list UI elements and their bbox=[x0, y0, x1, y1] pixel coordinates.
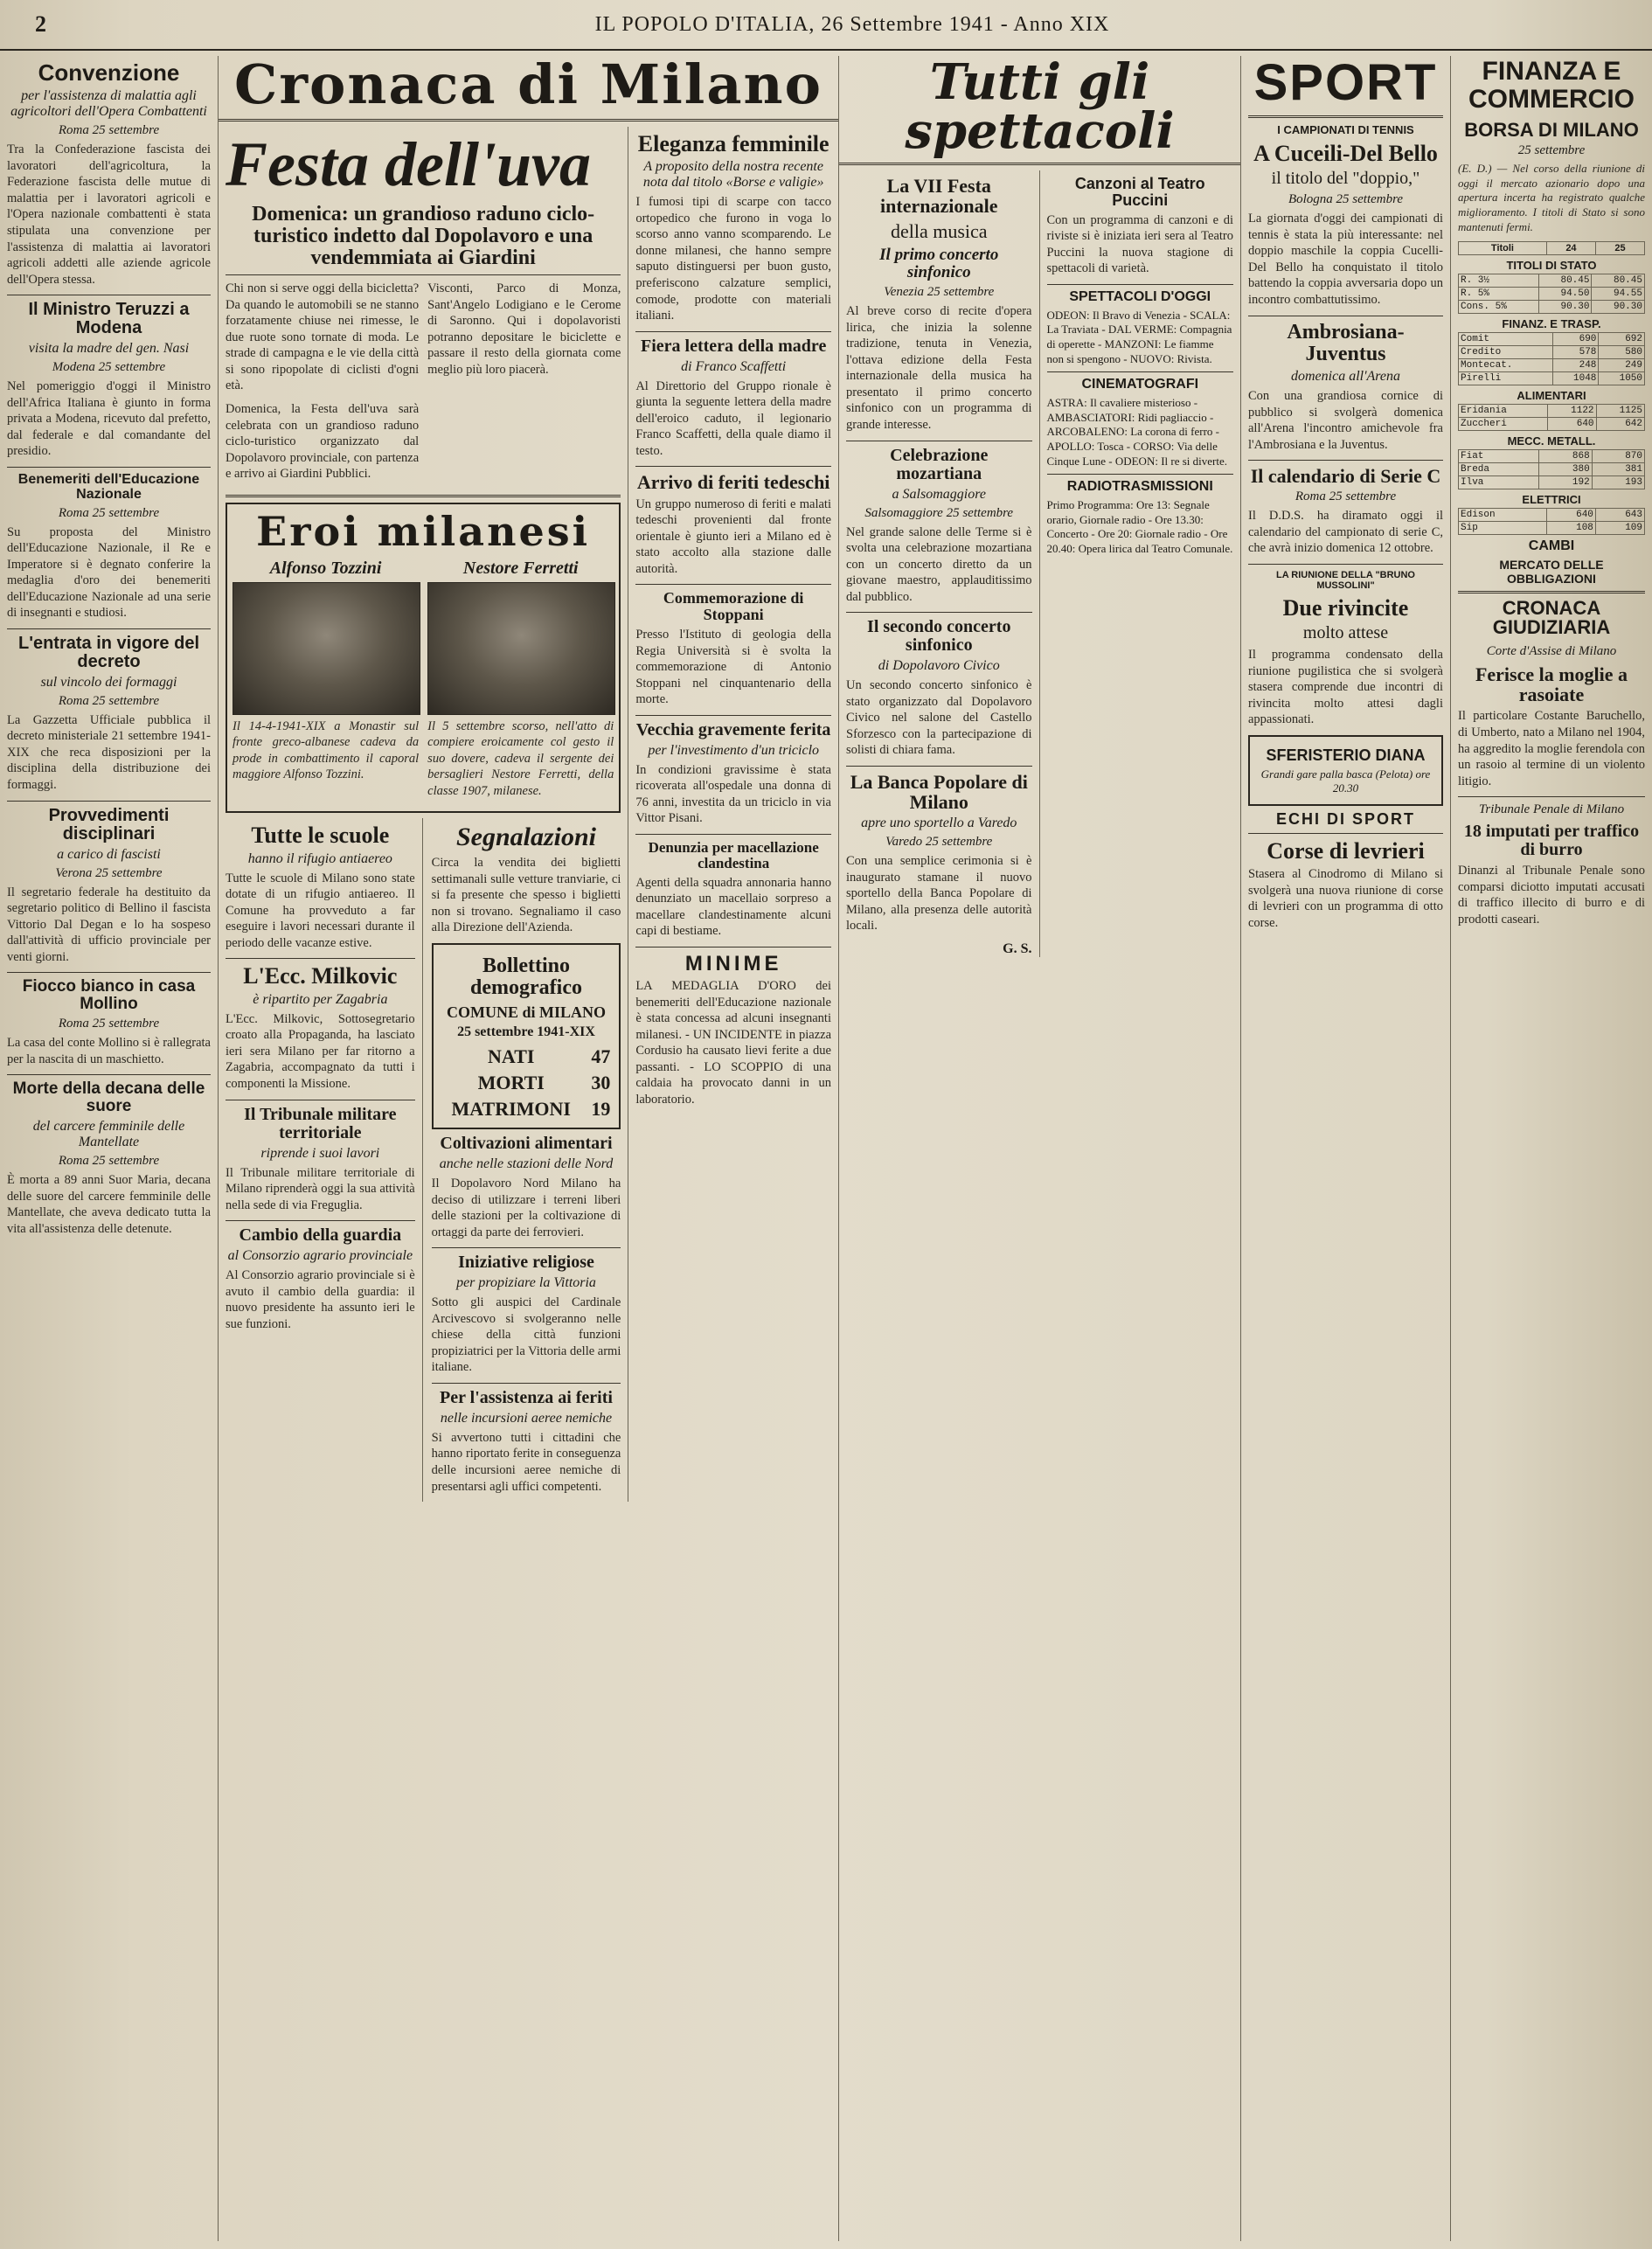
table-row bbox=[1459, 333, 1645, 346]
quotes-table bbox=[1458, 332, 1645, 385]
divider bbox=[226, 274, 621, 275]
borsa-headline: BORSA DI MILANO bbox=[1464, 119, 1639, 141]
divider bbox=[1047, 284, 1234, 285]
feature-headline: Festa dell'uva bbox=[226, 129, 591, 199]
divider bbox=[635, 466, 831, 467]
echi-headline: ECHI DI SPORT bbox=[1275, 809, 1415, 828]
quote-value: 643 bbox=[1595, 509, 1644, 522]
table-row bbox=[1459, 372, 1645, 385]
security-name: R. 3½ bbox=[1459, 274, 1539, 288]
divider bbox=[7, 972, 211, 973]
divider bbox=[846, 766, 1032, 767]
dateline: Roma 25 settembre bbox=[58, 693, 160, 708]
article-headline: A Cuceili-Del Bello bbox=[1253, 141, 1438, 166]
article-body: Dinanzi al Tribunale Penale sono comparsi diciotto imputati accusati di traffico illecito di burro e di prodotti caseari. bbox=[1458, 864, 1645, 927]
quote-value: 90.30 bbox=[1539, 301, 1592, 314]
masthead bbox=[0, 0, 1652, 51]
quote-value: 1050 bbox=[1599, 372, 1645, 385]
table-row bbox=[1459, 476, 1645, 489]
table-row bbox=[1459, 522, 1645, 535]
table-row bbox=[1459, 418, 1645, 431]
divider bbox=[226, 495, 621, 497]
quotes-section-title: ALIMENTARI bbox=[1517, 389, 1586, 403]
article-body: L'Ecc. Milkovic, Sottosegretario croato alla Propaganda, ha lasciato ieri sera Milano per far ritorno a Zagabria, accompagnato da tutti i componenti la Missione. bbox=[226, 1011, 415, 1091]
quote-value: 192 bbox=[1539, 476, 1592, 489]
article-body: Visconti, Parco di Monza, Sant'Angelo Lodigiano e le Cerome di Saronno. Qui i dopolavoristi potranno depositare le biciclette e passare il resto della giornata come meglio più loro piacerà. bbox=[427, 281, 621, 377]
article-body: Tra la Confederazione fascista dei lavoratori dell'agricoltura, la Federazione fascista delle mutue di malattia per i lavoratori agricoli e l'Opera nazionale combattenti è stata stipulata una convenzione per l'assistenza di malattia ai lavoratori agricoli addetti alle aziende agricole dell'Opera stessa. bbox=[7, 142, 211, 287]
article-body: Il Dopolavoro Nord Milano ha deciso di utilizzare i terreni liberi delle stazioni per la coltivazione di ortaggi da parte dei ferrovieri. bbox=[431, 1176, 621, 1239]
quotes-section-title: FINANZ. E TRASP. bbox=[1502, 317, 1601, 331]
article-headline: Ferisce la moglie a rasoiate bbox=[1475, 663, 1628, 706]
article-headline: Fiocco bianco in casa Mollino bbox=[22, 977, 196, 1014]
row-value: 19 bbox=[591, 1097, 611, 1120]
quote-value: 108 bbox=[1546, 522, 1595, 535]
eroi-milanesi-box bbox=[226, 503, 621, 814]
article-body: La Gazzetta Ufficiale pubblica il decreto ministeriale 21 settembre 1941-XIX che reca disposizioni per la disciplina della distribuzione dei formaggi. bbox=[7, 712, 211, 793]
quote-value: 1048 bbox=[1552, 372, 1599, 385]
article-headline: L'Ecc. Milkovic bbox=[243, 963, 398, 989]
article-headline: Convenzione bbox=[38, 59, 180, 86]
column-header: 24 bbox=[1546, 242, 1595, 255]
article-headline: Morte della decana delle suore bbox=[12, 1079, 205, 1116]
ad-deck: Grandi gare palla basca (Pelota) ore 20.30 bbox=[1260, 767, 1431, 795]
article-body: Stasera al Cinodromo di Milano si svolgerà una nuova riunione di corse di levrieri con un programma di otto corse. bbox=[1248, 866, 1443, 930]
bollettino-box bbox=[432, 943, 621, 1129]
article-deck: visita la madre del gen. Nasi bbox=[28, 341, 190, 357]
article-body: Sotto gli auspici del Cardinale Arcivescovo si svolgeranno nelle chiese della città funzioni propiziatrici per la Vittoria delle armi italiane. bbox=[431, 1295, 621, 1375]
dateline: Venezia 25 settembre bbox=[884, 285, 995, 300]
divider bbox=[7, 801, 211, 802]
divider bbox=[846, 612, 1032, 613]
sport-section bbox=[1241, 56, 1451, 2241]
table-row bbox=[439, 1096, 614, 1122]
article-body: Nel grande salone delle Terme si è svolta una celebrazione mozartiana con un concerto diretto da un giovane maestro, applauditissimo dal pubblico. bbox=[846, 524, 1032, 604]
dateline: Roma 25 settembre bbox=[58, 505, 160, 520]
row-value: 47 bbox=[591, 1045, 611, 1067]
section-banner: FINANZA E COMMERCIO bbox=[1468, 57, 1635, 114]
divider bbox=[7, 1074, 211, 1075]
box-headline: Bollettino demografico bbox=[470, 954, 582, 999]
column-header: 25 bbox=[1595, 242, 1644, 255]
quote-value: 690 bbox=[1552, 333, 1599, 346]
hero-body: Il 14-4-1941-XIX a Monastir sul fronte greco-albanese cadeva da prode in combattimento il caporal maggiore Alfonso Tozzini. bbox=[233, 718, 420, 782]
article-body: Agenti della squadra annonaria hanno denunziato un macellaio sorpreso a macellare clandestinamente alcuni capi di bestiame. bbox=[635, 875, 831, 939]
security-name: Montecat. bbox=[1459, 359, 1553, 372]
article-headline: MINIME bbox=[684, 951, 782, 975]
dateline: Roma 25 settembre bbox=[58, 1017, 160, 1031]
article-headline: Celebrazione mozartiana bbox=[890, 445, 989, 483]
article-headline: Provvedimenti disciplinari bbox=[48, 805, 170, 843]
row-label: NATI bbox=[488, 1045, 535, 1067]
quote-value: 380 bbox=[1539, 463, 1592, 476]
article-body: Il Tribunale militare territoriale di Milano riprenderà oggi la sua attività nella sede di via Freguglia. bbox=[226, 1165, 415, 1212]
dateline: Verona 25 settembre bbox=[55, 865, 163, 880]
quote-value: 193 bbox=[1592, 476, 1644, 489]
quote-value: 578 bbox=[1552, 346, 1599, 359]
quotes-table bbox=[1458, 404, 1645, 431]
spettacoli-section bbox=[839, 56, 1241, 2241]
article-body: Chi non si serve oggi della bicicletta? Da quando le automobili se ne stanno forzatamente chiuse nei rimesse, le due ruote sono tornate di moda. Le strade di campagna e le vie della città si sono ripopolate di ciclisti d'ogni età. bbox=[226, 281, 420, 393]
row-value: 30 bbox=[591, 1071, 611, 1093]
spettacoli-left bbox=[839, 170, 1040, 957]
security-name: Cons. 5% bbox=[1459, 301, 1539, 314]
column-left bbox=[0, 56, 219, 2241]
security-name: R. 5% bbox=[1459, 288, 1539, 301]
article-headline: Commemorazione di Stoppani bbox=[663, 589, 804, 624]
article-deck: è ripartito per Zagabria bbox=[253, 991, 388, 1007]
article-deck: al Consorzio agrario provinciale bbox=[227, 1248, 413, 1264]
security-name: Ilva bbox=[1459, 476, 1539, 489]
article-deck: riprende i suoi lavori bbox=[260, 1145, 380, 1161]
quote-value: 870 bbox=[1592, 450, 1644, 463]
article-headline: L'entrata in vigore del decreto bbox=[17, 633, 200, 671]
article-headline: Fiera lettera della madre bbox=[641, 336, 827, 356]
divider bbox=[635, 715, 831, 716]
running-head: IL POPOLO D'ITALIA, 26 Settembre 1941 - Anno XIX bbox=[594, 12, 1110, 36]
dateline: Roma 25 settembre bbox=[1295, 489, 1397, 504]
article-deck: molto attese bbox=[1302, 623, 1389, 643]
hero-name: Nestore Ferretti bbox=[462, 558, 579, 578]
article-body: È morta a 89 anni Suor Maria, decana delle suore del carcere femminile delle Mantellate, che aveva dedicato tutta la vita all'assistenza delle detenute. bbox=[7, 1173, 211, 1236]
quote-value: 94.50 bbox=[1539, 288, 1592, 301]
article-deck: per propiziare la Vittoria bbox=[456, 1275, 596, 1291]
article-deck: anche nelle stazioni delle Nord bbox=[439, 1156, 614, 1171]
article-headline: Il calendario di Serie C bbox=[1250, 465, 1441, 488]
article-deck: A proposito della nostra recente nota dal titolo «Borse e valigie» bbox=[642, 159, 824, 191]
divider bbox=[226, 1220, 415, 1221]
quote-value: 249 bbox=[1599, 359, 1645, 372]
article-kicker: I CAMPIONATI DI TENNIS bbox=[1277, 123, 1414, 136]
table-row bbox=[1459, 450, 1645, 463]
security-name: Fiat bbox=[1459, 450, 1539, 463]
security-name: Pirelli bbox=[1459, 372, 1553, 385]
demographic-table bbox=[439, 1044, 614, 1122]
article-body: Nel pomeriggio d'oggi il Ministro dell'Africa Italiana è giunto in forma privata a Modena, ricevuto dal prefetto, dal federale e dal comandante del presidio. bbox=[7, 379, 211, 459]
row-label: MORTI bbox=[477, 1071, 545, 1093]
divider bbox=[1047, 474, 1234, 475]
dateline: Roma 25 settembre bbox=[58, 123, 160, 138]
divider bbox=[1248, 564, 1443, 565]
quote-value: 692 bbox=[1599, 333, 1645, 346]
article-body: Il particolare Costante Baruchello, di Umberto, nato a Milano nel 1904, ha aggredito la moglie ferendola con un rasoio al termine di un violento litigio. bbox=[1458, 709, 1645, 788]
article-headline: La VII Festa internazionale bbox=[880, 175, 998, 218]
quote-value: 80.45 bbox=[1539, 274, 1592, 288]
divider bbox=[839, 163, 1240, 165]
section-banner: CRONACA GIUDIZIARIA bbox=[1492, 597, 1611, 639]
article-headline: Canzoni al Teatro Puccini bbox=[1074, 175, 1205, 209]
table-row bbox=[1459, 288, 1645, 301]
quote-value: 80.45 bbox=[1592, 274, 1645, 288]
article-body: Il programma condensato della riunione pugilistica che si svolgerà stasera comprende due incontri di rivincita molto attesi dagli appassionati. bbox=[1248, 648, 1443, 727]
divider bbox=[1458, 796, 1645, 797]
article-deck: a carico di fascisti bbox=[57, 846, 161, 862]
article-headline: Eleganza femminile bbox=[637, 131, 829, 156]
divider bbox=[1047, 371, 1234, 372]
dateline: Salsomaggiore 25 settembre bbox=[864, 505, 1014, 520]
article-body: Al Consorzio agrario provinciale si è avuto il cambio della guardia: il nuovo presidente ha assunto ieri le sue funzioni. bbox=[226, 1268, 415, 1331]
spettacoli-right bbox=[1040, 170, 1241, 957]
market-intro: (E. D.) — Nel corso della riunione di oggi il mercato azionario dopo una apertura incerta ha registrato qualche miglioramento. I titoli di Stato si sono mantenuti fermi. bbox=[1458, 162, 1645, 233]
security-name: Eridania bbox=[1459, 405, 1548, 418]
table-row bbox=[1459, 346, 1645, 359]
article-headline: Segnalazioni bbox=[455, 823, 597, 852]
article-kicker: LA RIUNIONE DELLA "BRUNO MUSSOLINI" bbox=[1275, 569, 1415, 591]
box-subhead: COMUNE di MILANO bbox=[447, 1003, 607, 1022]
article-body: LA MEDAGLIA D'ORO dei benemeriti dell'Educazione nazionale è stata concessa ad alcuni insegnanti milanesi. - UN INCIDENTE in piazza Cordusio ha causato lievi ferite a due passanti. - LO SCOPPIO di una caldaia ha provocato danni in un laboratorio. bbox=[635, 979, 831, 1107]
divider bbox=[432, 1383, 621, 1384]
cronaca-section bbox=[219, 56, 839, 2241]
article-headline: Ambrosiana-Juventus bbox=[1287, 320, 1405, 365]
divider bbox=[7, 467, 211, 468]
quote-value: 1125 bbox=[1596, 405, 1644, 418]
column-header: Titoli bbox=[1459, 242, 1547, 255]
quote-value: 642 bbox=[1596, 418, 1644, 431]
box-date: 25 settembre 1941-XIX bbox=[457, 1024, 595, 1039]
listing-body: ASTRA: Il cavaliere misterioso - AMBASCIATORI: Ridi pagliaccio - ARCOBALENO: La corona di ferro - APOLLO: Tosca - CORSO: Via delle Cinque Lune - ODEON: Il re si diverte. bbox=[1046, 396, 1228, 468]
article-deck: hanno il rifugio antiaereo bbox=[247, 850, 392, 866]
security-name: Zuccheri bbox=[1459, 418, 1548, 431]
article-deck: domenica all'Arena bbox=[1290, 368, 1401, 384]
article-headline: Iniziative religiose bbox=[458, 1253, 594, 1273]
article-body: Domenica, la Festa dell'uva sarà celebrata con un grandioso raduno ciclo-turistico organizzato dal Dopolavoro provinciale, con partenza e arrivo ai Giardini Pubblici. bbox=[226, 401, 420, 482]
article-headline: Cambio della guardia bbox=[239, 1225, 402, 1246]
cambi-headline: CAMBI bbox=[1528, 538, 1575, 554]
article-body: Con una grandiosa cornice di pubblico si svolgerà domenica all'Arena l'incontro amichevole fra l'Ambrosiana e la Juventus. bbox=[1248, 388, 1443, 452]
author-signature: G. S. bbox=[1003, 941, 1032, 956]
listing-body: ODEON: Il Bravo di Venezia - SCALA: La Traviata - DAL VERME: Compagnia di operette - MANZONI: Le fiamme non si spengono - NUOVO: Rivista. bbox=[1046, 308, 1232, 365]
court-label: Tribunale Penale di Milano bbox=[1478, 802, 1625, 817]
article-deck: il titolo del "doppio," bbox=[1271, 169, 1420, 189]
dateline: Roma 25 settembre bbox=[58, 1154, 160, 1169]
article-body: In condizioni gravissime è stata ricoverata all'ospedale una donna di 76 anni, investita da un triciclo in via Vittor Pisani. bbox=[635, 762, 831, 826]
security-name: Comit bbox=[1459, 333, 1553, 346]
divider bbox=[1248, 115, 1443, 118]
cronaca-main bbox=[219, 127, 628, 1502]
box-banner: Eroi milanesi bbox=[256, 507, 591, 555]
cronaca-right bbox=[628, 127, 838, 1502]
quote-value: 640 bbox=[1548, 418, 1596, 431]
quote-value: 248 bbox=[1552, 359, 1599, 372]
security-name: Breda bbox=[1459, 463, 1539, 476]
quotes-section-title: ELETTRICI bbox=[1522, 493, 1581, 507]
article-body: Il D.D.S. ha diramato oggi il calendario del campionato di serie C, che avrà inizio domenica 12 ottobre. bbox=[1248, 509, 1443, 556]
article-body: Al breve corso di recite d'opera lirica, che inizia la solenne tradizione, tenuta in Venezia, l'ottava edizione della Festa internazionale della musica ha presentato il primo concerto sinfonico con un programma di grande interesse. bbox=[846, 304, 1032, 432]
page-number: 2 bbox=[35, 11, 46, 37]
article-body: Si avvertono tutti i cittadini che hanno riportato ferite in conseguenza delle incursioni aeree nemiche di presentarsi agli uffici competenti. bbox=[431, 1430, 621, 1494]
section-banner: Cronaca di Milano bbox=[234, 56, 823, 116]
article-deck: a Salsomaggiore bbox=[892, 486, 986, 502]
article-body: Tutte le scuole di Milano sono state dotate di un rifugio antiaereo. Il Comune ha provveduto a far eseguire i lavori necessari durante il periodo delle vacanze estive. bbox=[226, 871, 415, 950]
article-body: La giornata d'oggi dei campionati di tennis è stata la più interessante: nel doppio maschile la coppia Cucelli-Del Bello ha conquistato il titolo battendo la coppia avversaria dopo un incontro combattutissimo. bbox=[1248, 212, 1443, 308]
article-body: Con un programma di canzoni e di riviste si è iniziata ieri sera al Teatro Puccini la nuova stagione di spettacoli di varietà. bbox=[1046, 212, 1233, 276]
listing-headline: RADIOTRASMISSIONI bbox=[1066, 479, 1213, 495]
quotes-table bbox=[1458, 274, 1645, 314]
divider bbox=[1458, 591, 1645, 593]
table-row bbox=[1459, 463, 1645, 476]
listing-headline: CINEMATOGRAFI bbox=[1081, 377, 1199, 392]
obbligazioni-headline: MERCATO DELLE OBBLIGAZIONI bbox=[1499, 558, 1604, 587]
article-headline: Tutte le scuole bbox=[251, 823, 390, 849]
article-headline: Coltivazioni alimentari bbox=[440, 1133, 613, 1153]
article-headline: Arrivo di feriti tedeschi bbox=[636, 471, 830, 494]
table-row bbox=[1459, 405, 1645, 418]
divider bbox=[226, 958, 415, 959]
quotes-sections bbox=[1458, 259, 1645, 535]
hero-card bbox=[427, 559, 614, 807]
article-body: Circa la vendita dei biglietti settimanali sulle vetture tranviarie, ci si fa presente che spesso i biglietti non si trovano. Segnaliamo il caso alla Direzione dell'Azienda. bbox=[431, 855, 621, 935]
article-deck: apre uno sportello a Varedo bbox=[861, 816, 1017, 831]
row-label: MATRIMONI bbox=[451, 1097, 571, 1120]
divider bbox=[219, 119, 838, 121]
article-headline: Due rivincite bbox=[1282, 594, 1409, 621]
divider bbox=[635, 584, 831, 585]
divider bbox=[1248, 460, 1443, 461]
quote-value: 1122 bbox=[1548, 405, 1596, 418]
hero-portrait-image bbox=[427, 582, 615, 715]
article-body: La casa del conte Mollino si è rallegrata per la nascita di un maschietto. bbox=[7, 1036, 211, 1066]
article-headline: Il Ministro Teruzzi a Modena bbox=[28, 300, 190, 338]
article-headline: La Banca Popolare di Milano bbox=[850, 771, 1028, 814]
article-headline: Denunzia per macellazione clandestina bbox=[648, 838, 819, 871]
quote-value: 381 bbox=[1592, 463, 1644, 476]
article-body: Un gruppo numeroso di feriti e malati tedeschi provenienti dal fronte orientale è giunto ieri a Milano ed è stato accolto alla stazione dalle autorità. bbox=[635, 496, 831, 576]
article-body: I fumosi tipi di scarpe con tacco ortopedico che furono in voga lo scorso anno vanno scomparendo. Le donne milanesi, che hanno sempre saputo distinguersi per buon gusto, preferiscono calzature semplici, comode, prodotte con materiali italiani. bbox=[635, 195, 831, 323]
quote-value: 94.55 bbox=[1592, 288, 1645, 301]
article-headline: Il secondo concerto sinfonico bbox=[867, 617, 1011, 656]
article-deck: di Franco Scaffetti bbox=[681, 358, 787, 374]
security-name: Edison bbox=[1459, 509, 1547, 522]
hero-body: Il 5 settembre scorso, nell'atto di compiere eroicamente col gesto il suo dovere, cadeva il sergente dei bersaglieri Nestore Ferretti, della classe 1907, milanese. bbox=[427, 718, 614, 798]
table-row bbox=[1459, 274, 1645, 288]
article-body: Su proposta del Ministro dell'Educazione Nazionale, il Re e Imperatore si è degnato conferire la medaglia d'oro dei benemeriti dell'Educazione Nazionale ad una serie di insegnanti e studiosi. bbox=[7, 524, 211, 621]
article-body: Con una semplice cerimonia si è inaugurato stamane il nuovo sportello della Banca Popolare di Milano, alla presenza delle autorità locali. bbox=[846, 854, 1032, 934]
dateline: Modena 25 settembre bbox=[52, 360, 166, 375]
divider bbox=[635, 834, 831, 835]
divider bbox=[635, 331, 831, 332]
hero-name: Alfonso Tozzini bbox=[269, 558, 382, 578]
divider bbox=[7, 628, 211, 629]
article-body: Al Direttorio del Gruppo rionale è giunta la seguente lettera della madre dell'eroico caduto, il legionario Franco Scaffetti, della quale diamo il testo. bbox=[635, 378, 831, 458]
dateline: Bologna 25 settembre bbox=[1288, 192, 1404, 207]
quotes-section-title: MECC. METALL. bbox=[1507, 434, 1596, 448]
security-name: Credito bbox=[1459, 346, 1553, 359]
article-headline: Vecchia gravemente ferita bbox=[635, 719, 831, 739]
article-deck: sul vincolo dei formaggi bbox=[40, 674, 177, 690]
quotes-table bbox=[1458, 508, 1645, 535]
table-row bbox=[1459, 359, 1645, 372]
feature-deck: Domenica: un grandioso raduno ciclo-turistico indetto dal Dopolavoro e una vendemmiata ai Giardini bbox=[252, 202, 595, 269]
quote-value: 868 bbox=[1539, 450, 1592, 463]
sferisterio-ad bbox=[1248, 735, 1443, 806]
article-body: Il segretario federale ha destituito da segretario politico di Bellino il fascista Vittorio Dal Degan e lo ha sospeso dall'attività di ufficio provinciale per venti giorni. bbox=[7, 885, 211, 964]
article-body: Presso l'Istituto di geologia della Regia Università si è svolta la commemorazione di Antonio Stoppani nel cinquantenario della morte. bbox=[635, 628, 831, 707]
section-banner: Tutti gli spettacoli bbox=[905, 56, 1175, 160]
listing-body: Primo Programma: Ore 13: Segnale orario, Giornale radio - Ore 13.30: Concerto - Ore 20: Giornale radio - Ore 20.40: Opera lirica dal Teatro Comunale. bbox=[1046, 497, 1233, 555]
article-subhead: Il primo concerto sinfonico bbox=[879, 246, 999, 282]
table-row bbox=[439, 1070, 614, 1096]
table-row bbox=[439, 1044, 614, 1070]
article-deck: nelle incursioni aeree nemiche bbox=[440, 1410, 613, 1426]
dateline: 25 settembre bbox=[1517, 143, 1586, 158]
quote-value: 109 bbox=[1595, 522, 1644, 535]
quotes-section-title: TITOLI DI STATO bbox=[1506, 259, 1597, 273]
article-deck: per l'assistenza di malattia agli agricoltori dell'Opera Combattenti bbox=[10, 88, 207, 120]
court-label: Corte d'Assise di Milano bbox=[1486, 644, 1617, 659]
listing-headline: SPETTACOLI D'OGGI bbox=[1069, 288, 1211, 304]
ad-headline: SFERISTERIO DIANA bbox=[1266, 746, 1426, 764]
quote-value: 90.30 bbox=[1592, 301, 1645, 314]
article-headline: Il Tribunale militare territoriale bbox=[244, 1104, 397, 1142]
quotes-table bbox=[1458, 449, 1645, 489]
table-row bbox=[1459, 509, 1645, 522]
article-deck: del carcere femminile delle Mantellate bbox=[32, 1119, 185, 1150]
article-headline: Per l'assistenza ai feriti bbox=[440, 1387, 613, 1407]
table-row bbox=[1459, 301, 1645, 314]
article-headline: Corse di levrieri bbox=[1267, 837, 1425, 864]
divider bbox=[1248, 833, 1443, 834]
article-deck: di Dopolavoro Civico bbox=[878, 658, 1000, 674]
article-deck: per l'investimento d'un triciclo bbox=[648, 742, 820, 758]
article-deck: della musica bbox=[890, 220, 988, 243]
article-body: Un secondo concerto sinfonico è stato organizzato dal Dopolavoro Civico nel salone del Castello Sforzesco con la partecipazione di solisti di chiara fama. bbox=[846, 678, 1032, 758]
quote-value: 580 bbox=[1599, 346, 1645, 359]
security-name: Sip bbox=[1459, 522, 1547, 535]
hero-card bbox=[233, 559, 419, 807]
divider bbox=[432, 1247, 621, 1248]
finanza-section bbox=[1451, 56, 1652, 2241]
article-headline: 18 imputati per traffico di burro bbox=[1463, 822, 1640, 860]
quotes-table bbox=[1458, 241, 1645, 255]
section-banner: SPORT bbox=[1253, 56, 1438, 111]
table-header-row bbox=[1459, 242, 1645, 255]
quote-value: 640 bbox=[1546, 509, 1595, 522]
hero-portrait-image bbox=[233, 582, 420, 715]
article-headline: Benemeriti dell'Educazione Nazionale bbox=[17, 471, 200, 502]
dateline: Varedo 25 settembre bbox=[885, 835, 993, 850]
